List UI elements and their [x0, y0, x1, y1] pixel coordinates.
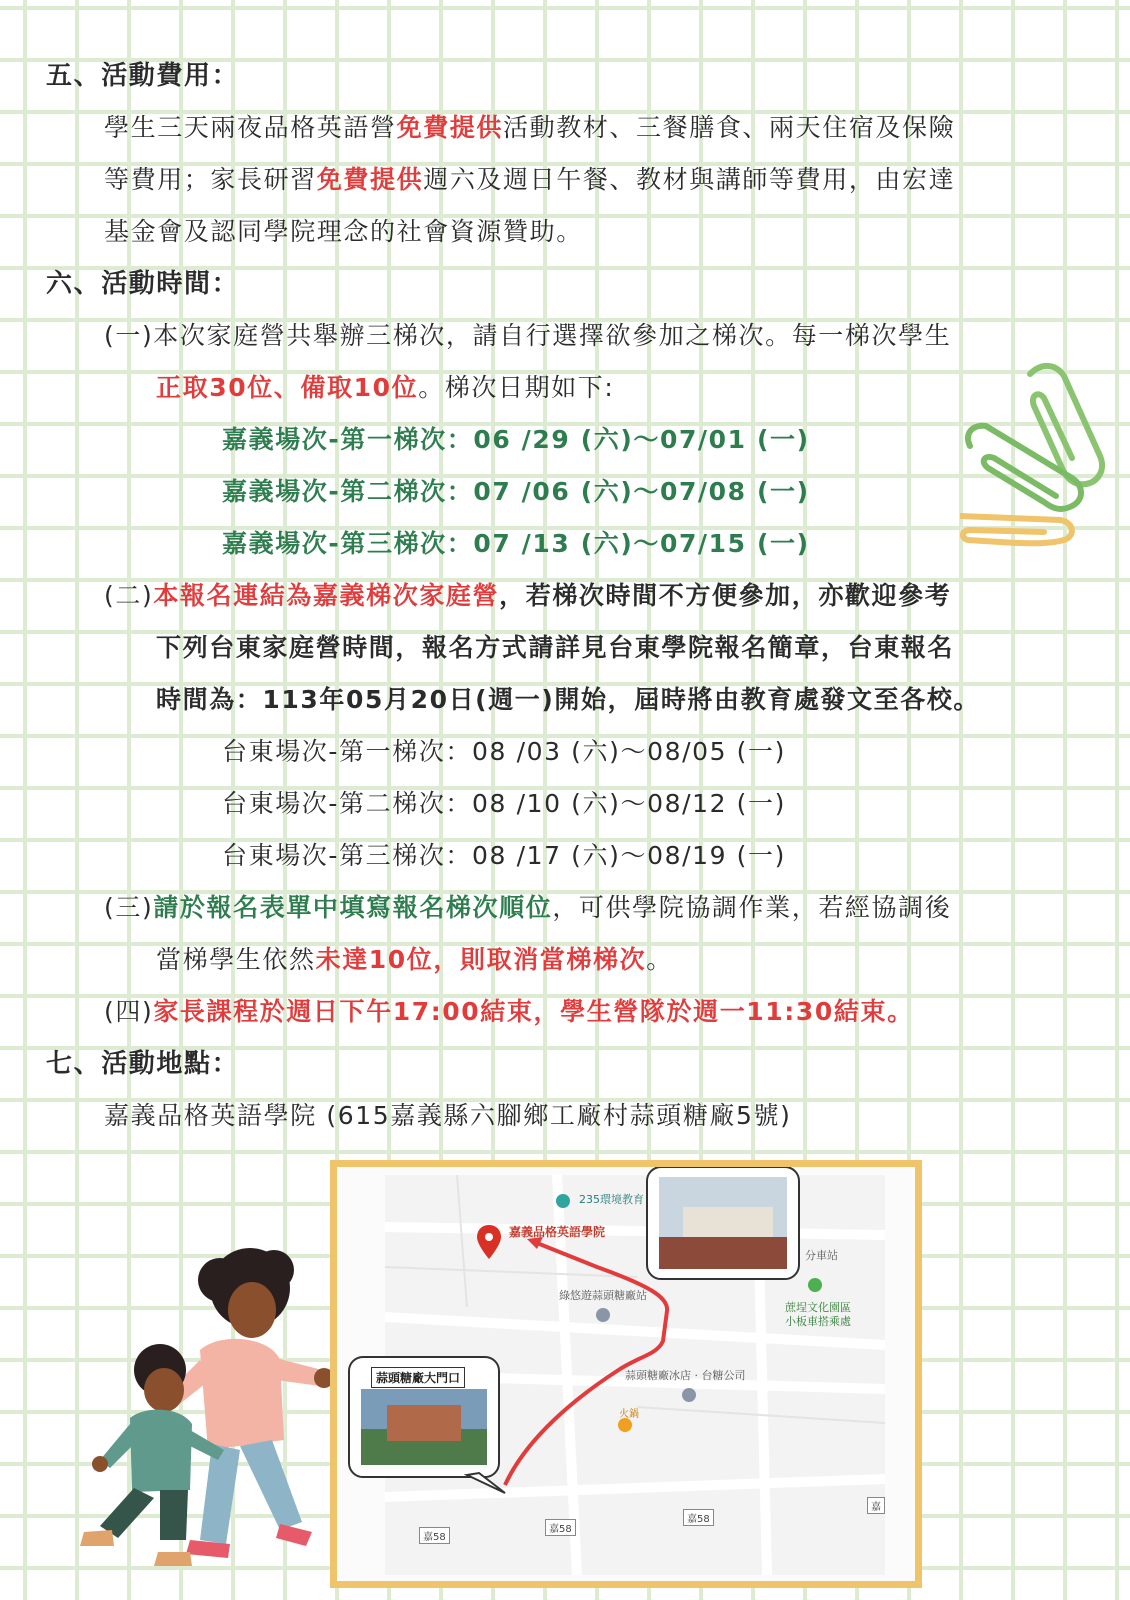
cancel-highlight: 未達10位，則取消當梯梯次	[315, 945, 647, 974]
free-highlight: 免費提供	[316, 165, 424, 194]
road-badge: 嘉	[867, 1497, 885, 1514]
taitung-session-1: 台東場次-第一梯次：08 /03 (六)～08/05 (一)	[222, 737, 786, 766]
child-face	[144, 1368, 184, 1412]
section7-heading: 七、活動地點：	[46, 1049, 240, 1079]
running-family-illustration	[40, 1240, 330, 1600]
chiayi-session-3: 嘉義場次-第三梯次：07 /13 (六)～07/15 (一)	[222, 529, 810, 558]
chiayi-session-1: 嘉義場次-第一梯次：06 /29 (六)～07/01 (一)	[222, 425, 810, 454]
section6-p1-line1: (一)本次家庭營共舉辦三梯次，請自行選擇欲參加之梯次。每一梯次學生	[104, 321, 952, 350]
parent-face	[228, 1282, 276, 1338]
taitung-session-3: 台東場次-第三梯次：08 /17 (六)～08/19 (一)	[222, 841, 786, 870]
map-label-env: 235環境教育	[579, 1193, 644, 1206]
chiayi-session-2: 嘉義場次-第二梯次：07 /06 (六)～07/08 (一)	[222, 477, 810, 506]
link-note-highlight: 本報名連結為嘉義梯次家庭營	[153, 581, 500, 610]
green-paperclip-1	[1030, 366, 1102, 484]
address-line: 嘉義品格英語學院 (615嘉義縣六腳鄉工廠村蒜頭糖廠5號)	[104, 1101, 792, 1130]
section6-p2-line3: 時間為：113年05月20日(週一)開始，屆時將由教育處發文至各校。	[156, 685, 981, 714]
text: 學生三天兩夜品格英語營	[104, 113, 397, 142]
yellow-paperclip	[960, 516, 1072, 543]
road-badge: 嘉58	[683, 1509, 714, 1526]
map-label-school: 嘉義品格英語學院	[509, 1225, 606, 1239]
text: 。梯次日期如下:	[418, 373, 615, 402]
text: (四)	[104, 997, 154, 1026]
road-badge: 嘉58	[419, 1527, 450, 1544]
paperclips-decoration	[960, 360, 1110, 570]
map-label-ice: 蒜頭糖廠冰店 · 台糖公司	[625, 1369, 746, 1382]
road-badge: 嘉58	[545, 1519, 576, 1536]
hotpot-poi-icon	[618, 1418, 632, 1432]
section5-line3: 基金會及認同學院理念的社會資源贊助。	[104, 217, 583, 246]
taitung-session-2: 台東場次-第二梯次：08 /10 (六)～08/12 (一)	[222, 789, 786, 818]
parent-shirt	[200, 1339, 284, 1450]
env-poi-icon	[556, 1194, 570, 1208]
map-label-station: 綠悠遊蒜頭糖廠站	[559, 1289, 647, 1302]
map-label-park2: 小板車搭乘處	[785, 1315, 851, 1328]
text: 。	[646, 945, 673, 974]
park-poi-icon	[808, 1278, 822, 1292]
text: ，可供學院協調作業，若經協調後	[552, 893, 952, 922]
text: 等費用；家長研習	[104, 165, 317, 194]
end-time-highlight: 家長課程於週日下午17:00結束，學生營隊於週一11:30結束。	[153, 997, 914, 1026]
section5-line2	[104, 162, 955, 198]
map-label-hotpot: 火鍋	[619, 1409, 639, 1420]
ice-poi-icon	[682, 1388, 696, 1402]
child-shirt	[130, 1410, 192, 1492]
text: (三)	[104, 893, 154, 922]
station-poi-icon	[596, 1308, 610, 1322]
fill-order-highlight: 請於報名表單中填寫報名梯次順位	[153, 893, 553, 922]
quota-highlight: 正取30位、備取10位	[156, 373, 419, 402]
section6-p4-line1	[104, 994, 914, 1030]
location-map	[330, 1160, 922, 1588]
text: (二)	[104, 581, 154, 610]
section6-p3-line1	[104, 890, 951, 926]
text: 週六及週日午餐、教材與講師等費用，由宏達	[423, 165, 956, 194]
map-label-park: 蔗埕文化園區	[785, 1301, 851, 1314]
section6-p3-line2	[156, 942, 673, 978]
parent-legs	[200, 1444, 240, 1544]
section6-p2-line1	[104, 578, 951, 614]
section6-p2-line2: 下列台東家庭營時間，報名方式請詳見台東學院報名簡章，台東報名	[156, 633, 955, 662]
text: 活動教材、三餐膳食、兩天住宿及保險	[503, 113, 956, 142]
gate-label: 蒜頭糖廠大門口	[371, 1367, 465, 1388]
section6-heading: 六、活動時間：	[46, 269, 240, 299]
section5-heading: 五、活動費用：	[46, 61, 240, 91]
text: ，若梯次時間不方便參加，亦歡迎參考	[499, 581, 952, 610]
map-label-branch: 分車站	[805, 1249, 838, 1262]
section6-p1-line2	[156, 370, 614, 406]
section5-line1	[104, 110, 955, 146]
text: 當梯學生依然	[156, 945, 316, 974]
free-highlight: 免費提供	[396, 113, 504, 142]
